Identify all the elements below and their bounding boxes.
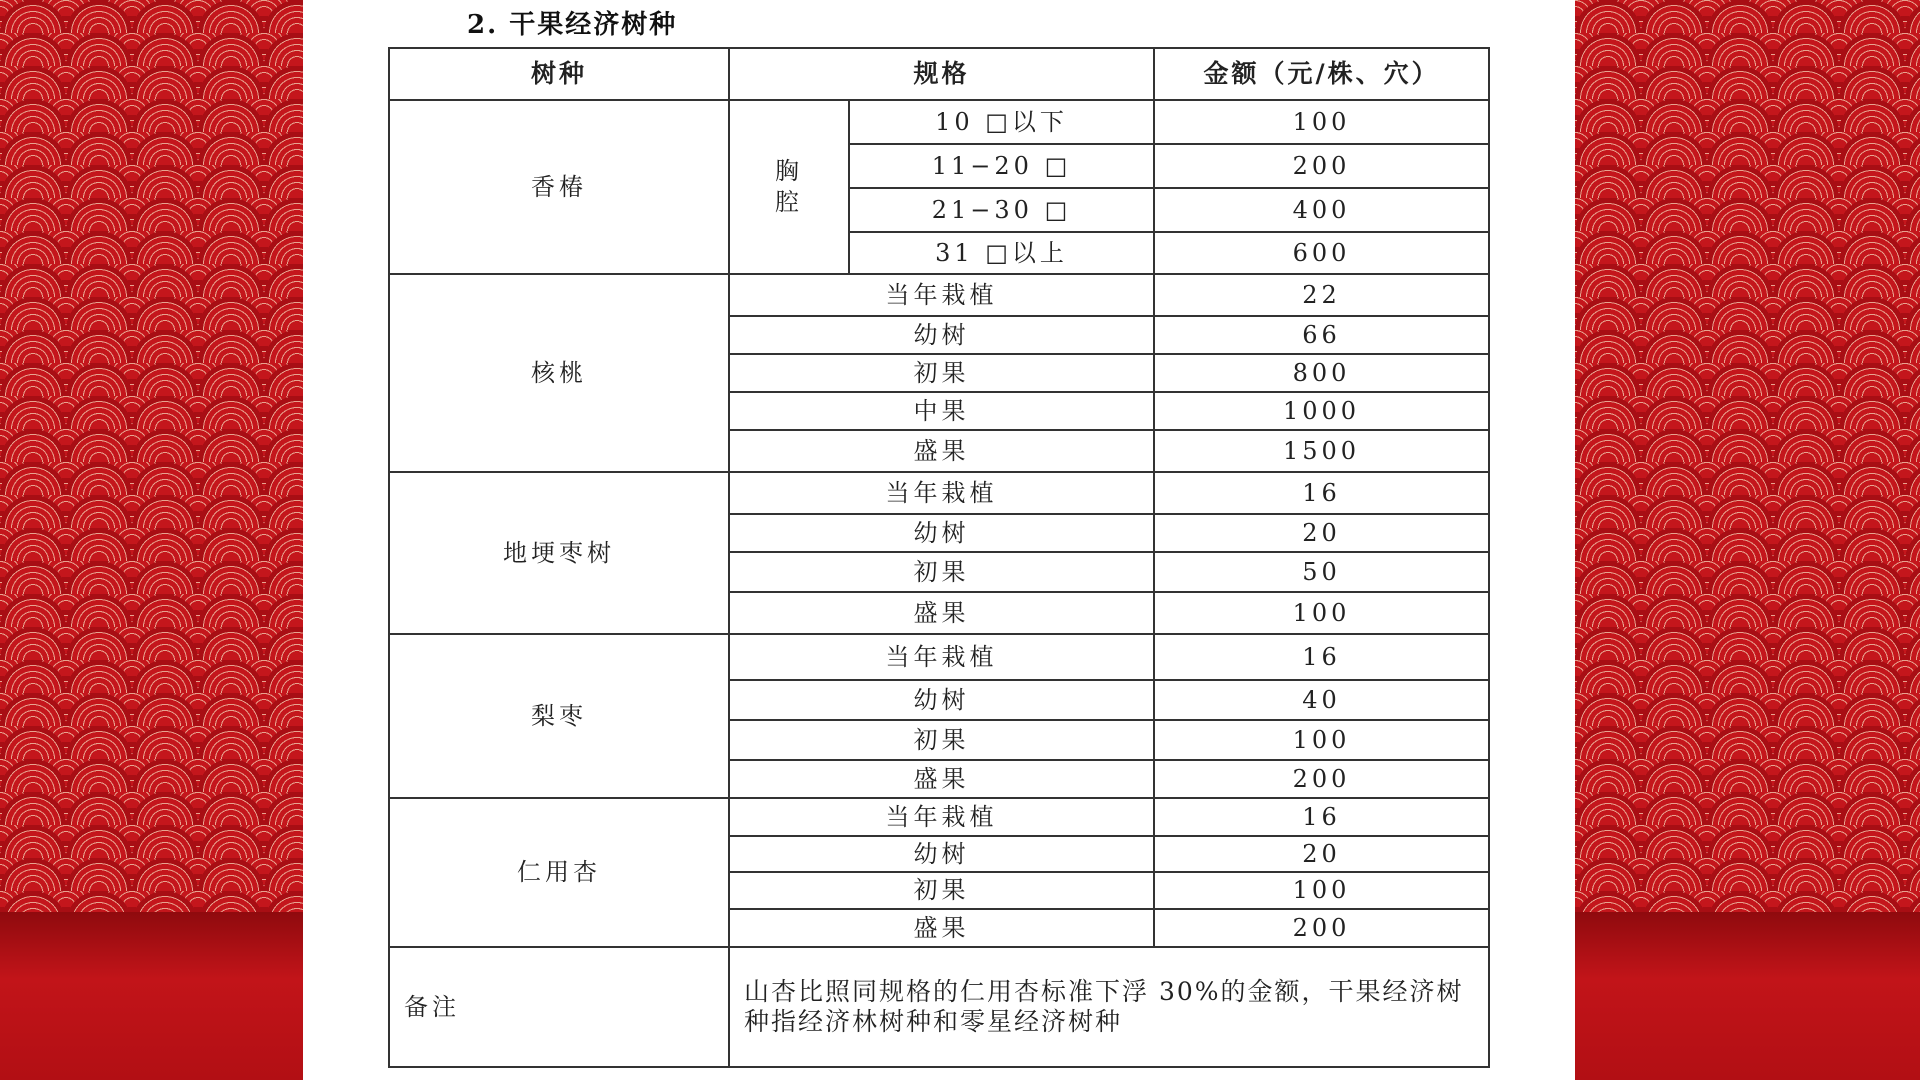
amount-cell: 20 (1154, 514, 1489, 552)
spec-cell: 10 □以下 (849, 100, 1154, 144)
amount-cell: 50 (1154, 552, 1489, 592)
amount-cell: 100 (1154, 720, 1489, 760)
spec-cell: 盛果 (729, 430, 1154, 472)
table-row (389, 634, 1489, 680)
spec-cell: 盛果 (729, 760, 1154, 798)
stage-floor-left (0, 912, 303, 1080)
amount-cell: 40 (1154, 680, 1489, 720)
section-title: 2. 干果经济树种 (467, 10, 678, 40)
species-cell: 仁用杏 (389, 798, 729, 947)
amount-cell: 100 (1154, 872, 1489, 909)
spec-cell: 当年栽植 (729, 634, 1154, 680)
spec-cell: 幼树 (729, 316, 1154, 354)
spec-group-cell (729, 100, 849, 274)
amount-cell: 20 (1154, 836, 1489, 872)
spec-cell: 幼树 (729, 514, 1154, 552)
spec-cell: 11−20 □ (849, 144, 1154, 188)
table-row (389, 274, 1489, 316)
amount-cell: 200 (1154, 760, 1489, 798)
spec-group-label: 胸腔 (774, 156, 803, 216)
decorative-red-pattern-right (1575, 0, 1920, 1080)
table-header-row (389, 48, 1489, 100)
table-row (389, 472, 1489, 514)
species-cell: 核桃 (389, 274, 729, 472)
amount-cell: 100 (1154, 592, 1489, 634)
spec-cell: 当年栽植 (729, 798, 1154, 836)
compensation-table (388, 47, 1490, 1068)
amount-cell: 66 (1154, 316, 1489, 354)
header-species: 树种 (389, 48, 729, 100)
stage-floor-right (1575, 912, 1920, 1080)
spec-cell: 初果 (729, 872, 1154, 909)
spec-cell: 盛果 (729, 592, 1154, 634)
header-amount: 金额（元/株、穴） (1154, 48, 1489, 100)
amount-cell: 1000 (1154, 392, 1489, 430)
spec-cell: 初果 (729, 720, 1154, 760)
amount-cell: 800 (1154, 354, 1489, 392)
spec-cell: 幼树 (729, 680, 1154, 720)
amount-cell: 16 (1154, 634, 1489, 680)
species-cell: 地埂枣树 (389, 472, 729, 634)
spec-cell: 中果 (729, 392, 1154, 430)
spec-cell: 幼树 (729, 836, 1154, 872)
amount-cell: 16 (1154, 798, 1489, 836)
spec-cell: 21−30 □ (849, 188, 1154, 232)
species-cell: 香椿 (389, 100, 729, 274)
header-spec: 规格 (729, 48, 1154, 100)
spec-cell: 初果 (729, 354, 1154, 392)
amount-cell: 100 (1154, 100, 1489, 144)
note-row (389, 947, 1489, 1067)
spec-cell: 当年栽植 (729, 274, 1154, 316)
spec-cell: 31 □以上 (849, 232, 1154, 274)
amount-cell: 400 (1154, 188, 1489, 232)
amount-cell: 200 (1154, 909, 1489, 947)
amount-cell: 1500 (1154, 430, 1489, 472)
amount-cell: 16 (1154, 472, 1489, 514)
spec-cell: 盛果 (729, 909, 1154, 947)
table-row (389, 100, 1489, 144)
species-cell: 梨枣 (389, 634, 729, 798)
spec-cell: 初果 (729, 552, 1154, 592)
note-text: 山杏比照同规格的仁用杏标准下浮 30%的金额，干果经济树种指经济林树种和零星经济树种 (729, 947, 1489, 1067)
amount-cell: 600 (1154, 232, 1489, 274)
note-label: 备注 (389, 947, 729, 1067)
spec-cell: 当年栽植 (729, 472, 1154, 514)
decorative-red-pattern-left (0, 0, 303, 1080)
amount-cell: 22 (1154, 274, 1489, 316)
amount-cell: 200 (1154, 144, 1489, 188)
table-row (389, 798, 1489, 836)
